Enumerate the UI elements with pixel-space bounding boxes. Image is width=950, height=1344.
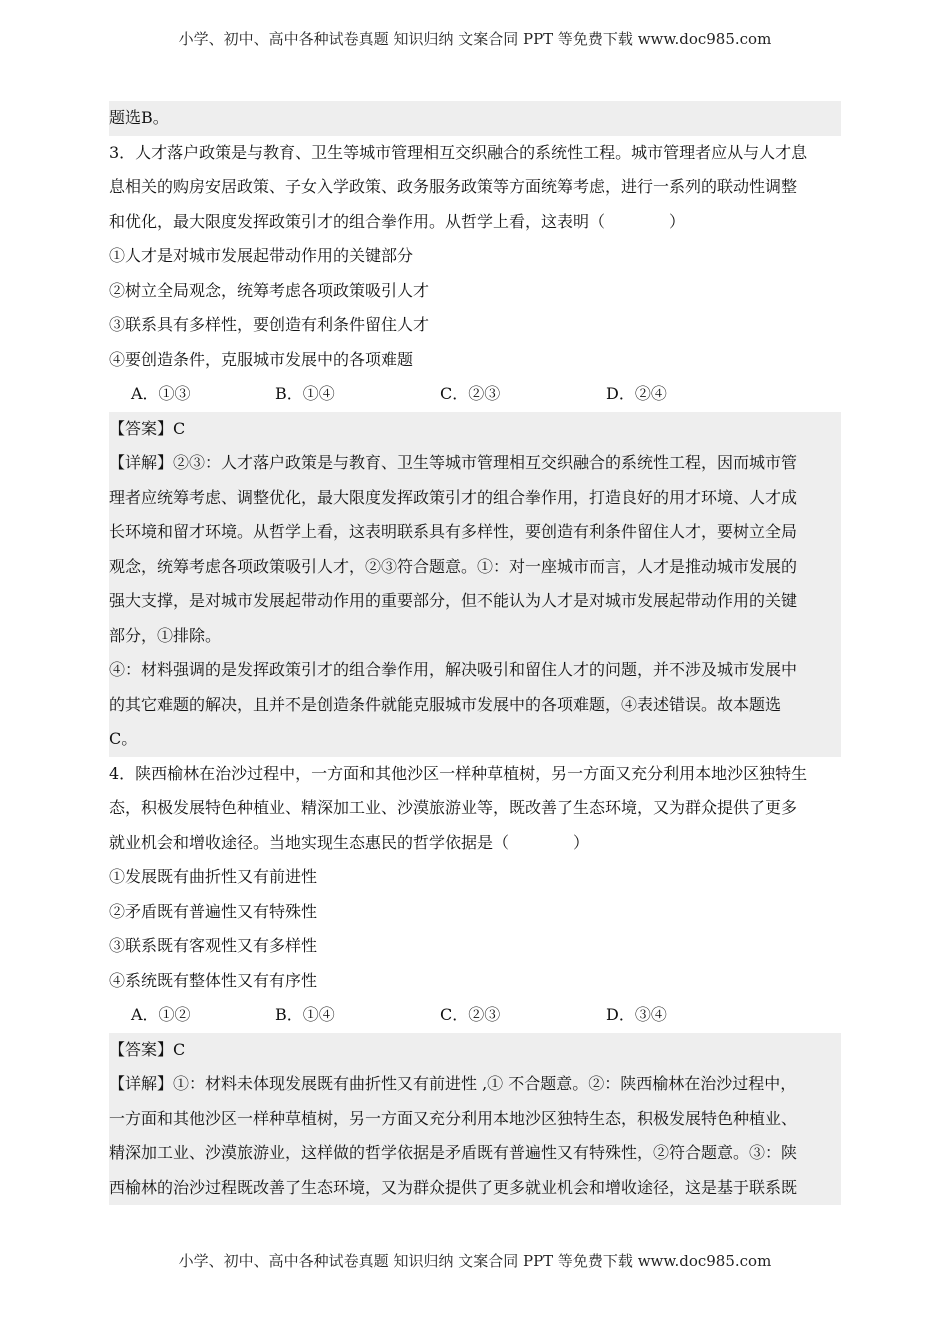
question-4-option-c: C．②③ [440, 1005, 501, 1024]
question-4 [109, 757, 841, 1206]
question-3-option-d: D．②④ [606, 384, 667, 403]
question-4-item: ②矛盾既有普遍性又有特殊性 [109, 901, 318, 921]
question-4-options [109, 998, 841, 1033]
document-body [109, 101, 841, 1205]
question-3-detail-line: C。 [109, 722, 841, 757]
question-4-stem-line: 4．陕西榆林在治沙过程中，一方面和其他沙区一样种草植树，另一方面又充分利用本地沙区独特生 [109, 763, 808, 783]
question-4-item: ①发展既有曲折性又有前进性 [109, 867, 318, 886]
question-4-detail-line: 精深加工业、沙漠旅游业，这样做的哲学依据是矛盾既有普遍性又有特殊性，②符合题意。③：陕 [109, 1136, 841, 1171]
question-3-detail-line: 观念，统筹考虑各项政策吸引人才，②③符合题意。①：对一座城市而言，人才是推动城市发展的 [109, 550, 841, 585]
question-3-detail-line: 理者应统筹考虑、调整优化，最大限度发挥政策引才的组合拳作用，打造良好的用才环境、人才成 [109, 481, 841, 516]
page-footer: 小学、初中、高中各种试卷真题 知识归纳 文案合同 PPT 等免费下载 www.doc985.com [178, 1252, 772, 1270]
page-header: 小学、初中、高中各种试卷真题 知识归纳 文案合同 PPT 等免费下载 www.doc985.com [178, 30, 772, 48]
question-3-stem-line: 息相关的购房安居政策、子女入学政策、政务服务政策等方面统筹考虑，进行一系列的联动性调整 [109, 177, 798, 196]
question-3-detail-line: ④：材料强调的是发挥政策引才的组合拳作用，解决吸引和留住人才的问题，并不涉及城市发展中 [109, 653, 841, 688]
question-4-stem-line: 态，积极发展特色种植业、精深加工业、沙漠旅游业等，既改善了生态环境，又为群众提供了更多 [109, 798, 798, 817]
question-3-stem-line: 和优化，最大限度发挥政策引才的组合拳作用。从哲学上看，这表明（ ） [109, 211, 686, 231]
question-3 [109, 136, 841, 757]
question-4-answer: 【答案】C [109, 1033, 841, 1068]
question-4-option-b: B．①④ [275, 1005, 335, 1024]
question-3-detail-line: 长环境和留才环境。从哲学上看，这表明联系具有多样性，要创造有利条件留住人才，要树立全局 [109, 515, 841, 550]
question-4-item: ④系统既有整体性又有有序性 [109, 970, 318, 990]
question-3-item: ④要创造条件，克服城市发展中的各项难题 [109, 349, 414, 369]
question-4-item: ③联系既有客观性又有多样性 [109, 936, 318, 955]
question-3-item: ①人才是对城市发展起带动作用的关键部分 [109, 246, 414, 265]
question-3-options [109, 377, 841, 412]
question-3-item: ③联系具有多样性，要创造有利条件留住人才 [109, 315, 430, 334]
question-3-detail-line: 【详解】②③：人才落户政策是与教育、卫生等城市管理相互交织融合的系统性工程，因而城市管 [109, 446, 841, 481]
question-3-option-c: C．②③ [440, 384, 501, 403]
question-3-option-a: A．①③ [131, 384, 191, 403]
previous-answer-end: 题选B。 [109, 101, 841, 136]
question-3-item: ②树立全局观念，统筹考虑各项政策吸引人才 [109, 280, 430, 300]
question-4-detail-line: 西榆林的治沙过程既改善了生态环境，又为群众提供了更多就业机会和增收途径，这是基于联系既 [109, 1171, 841, 1206]
question-3-detail-line: 部分，①排除。 [109, 619, 841, 654]
question-3-detail-line: 强大支撑，是对城市发展起带动作用的重要部分，但不能认为人才是对城市发展起带动作用的关键 [109, 584, 841, 619]
question-4-option-a: A．①② [131, 1005, 191, 1024]
question-3-answer: 【答案】C [109, 412, 841, 447]
question-4-stem-line: 就业机会和增收途径。当地实现生态惠民的哲学依据是（ ） [109, 832, 590, 852]
question-4-option-d: D．③④ [606, 1005, 667, 1024]
question-3-option-b: B．①④ [275, 384, 335, 403]
question-3-stem-line: 3．人才落户政策是与教育、卫生等城市管理相互交织融合的系统性工程。城市管理者应从与人才息 [109, 142, 808, 162]
question-3-detail-line: 的其它难题的解决，且并不是创造条件就能克服城市发展中的各项难题，④表述错误。故本题选 [109, 688, 841, 723]
question-4-detail-line: 【详解】①：材料未体现发展既有曲折性又有前进性 ,① 不合题意。②：陕西榆林在治沙过程中， [109, 1067, 841, 1102]
question-4-detail-line: 一方面和其他沙区一样种草植树，另一方面又充分利用本地沙区独特生态，积极发展特色种植业、 [109, 1102, 841, 1137]
